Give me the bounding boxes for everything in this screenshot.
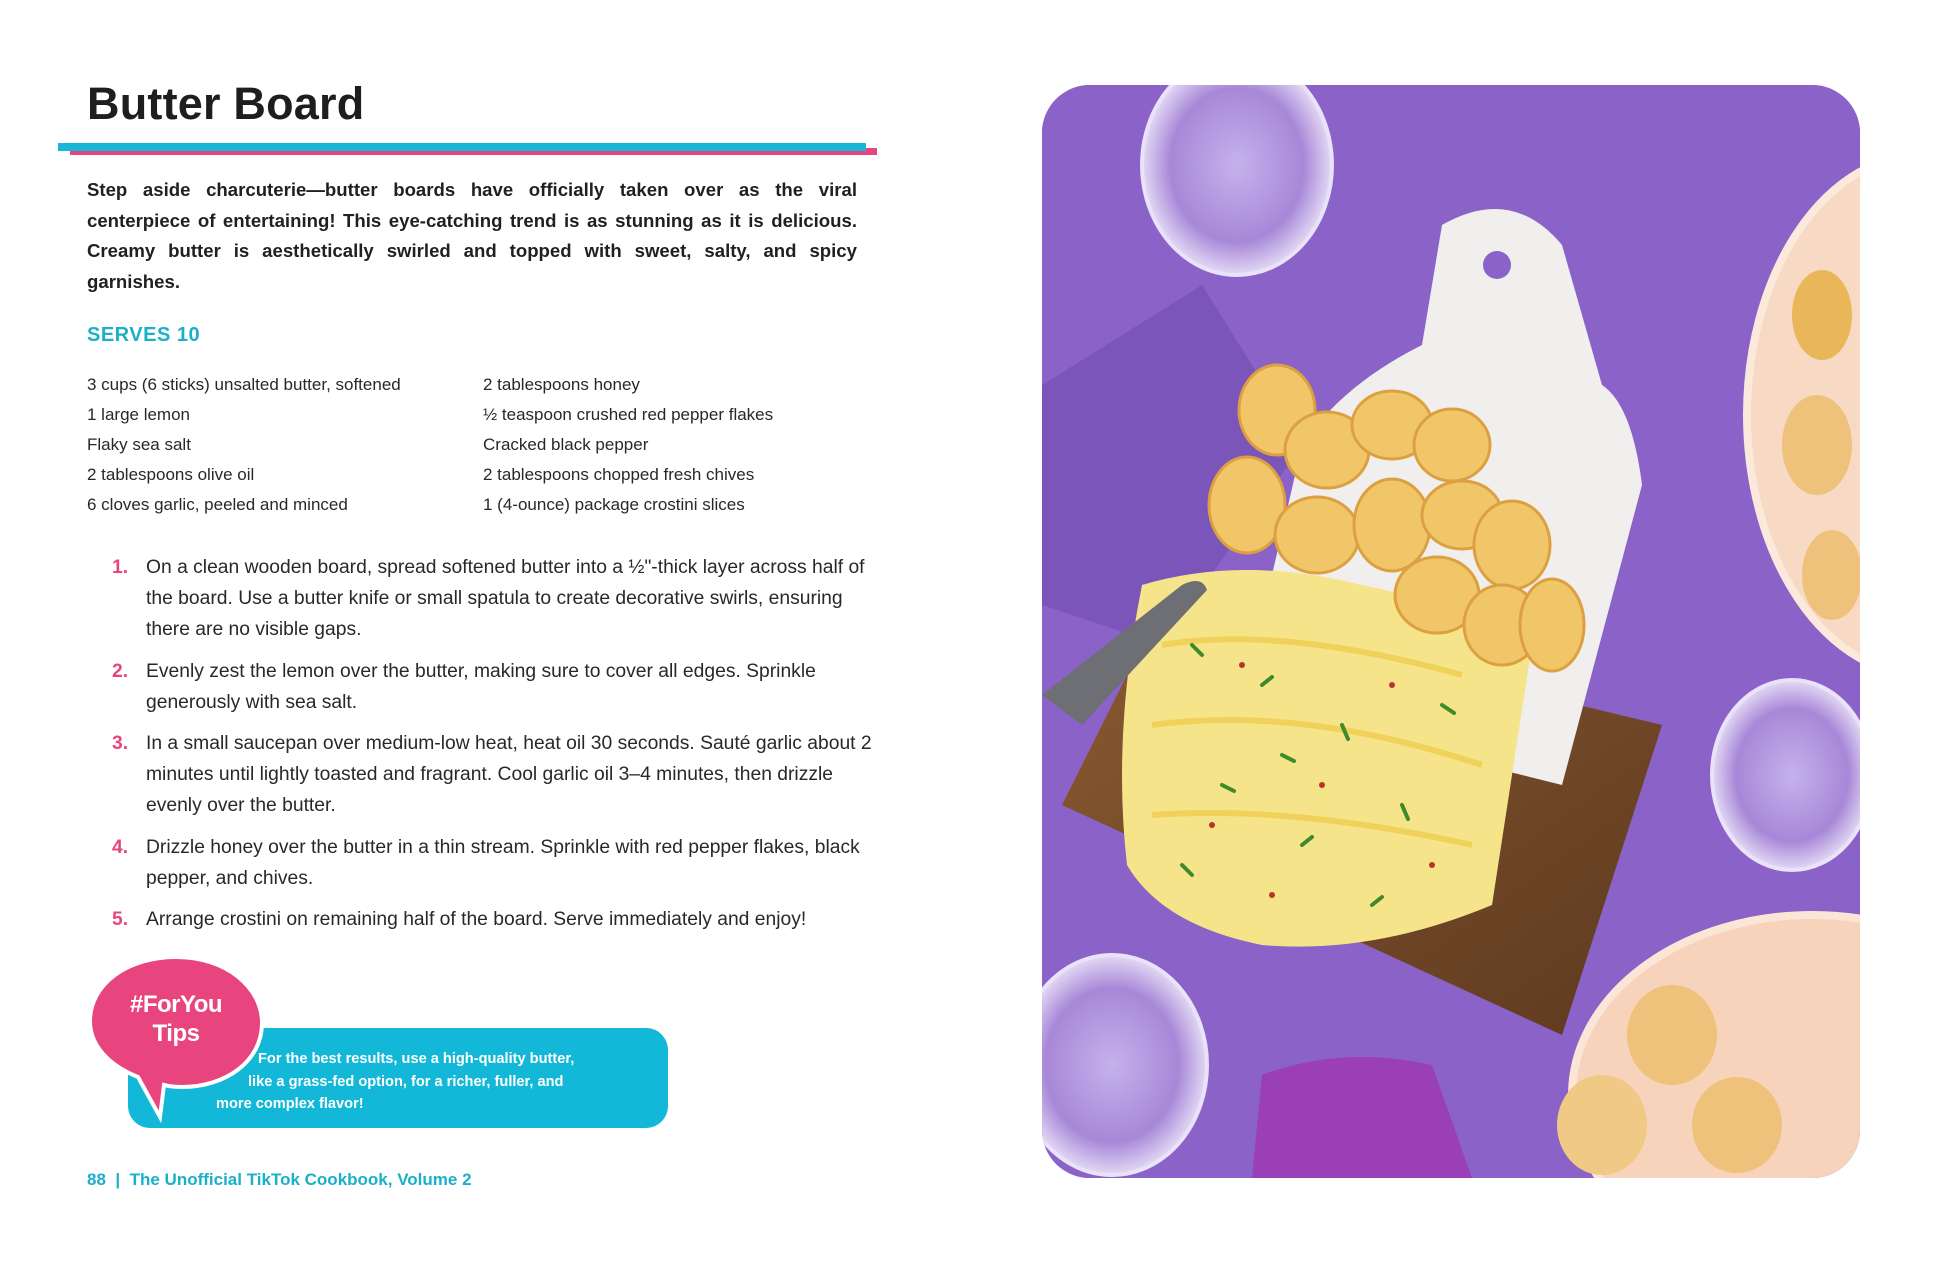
ingredient-item: 3 cups (6 sticks) unsalted butter, softened	[87, 375, 401, 394]
book-title: The Unofficial TikTok Cookbook, Volume 2	[129, 1170, 472, 1189]
tips-line: more complex flavor!	[216, 1096, 364, 1112]
instruction-step	[112, 656, 872, 718]
tips-badge	[96, 990, 256, 1048]
ingredient-item: 2 tablespoons olive oil	[87, 465, 255, 484]
step-text: Arrange crostini on remaining half of the board. Serve immediately and enjoy!	[146, 909, 807, 930]
step-number: 3.	[112, 733, 129, 754]
instruction-step	[112, 832, 872, 894]
footer-separator: |	[115, 1170, 121, 1189]
serves-label: SERVES 10	[87, 324, 201, 346]
ingredient-item: Flaky sea salt	[87, 435, 191, 454]
tips-line: For the best results, use a high-quality butter,	[258, 1051, 575, 1067]
instruction-step	[112, 552, 872, 645]
tips-line: like a grass-fed option, for a richer, fuller, and	[248, 1073, 564, 1090]
ingredient-item: 6 cloves garlic, peeled and minced	[87, 495, 348, 514]
ingredient-item: 2 tablespoons chopped fresh chives	[483, 465, 755, 484]
tips-badge-line1: #ForYou	[129, 991, 223, 1018]
ingredient-item: 2 tablespoons honey	[483, 375, 640, 394]
ingredient-item: 1 large lemon	[87, 405, 191, 424]
step-text: In a small saucepan over medium-low heat, heat oil 30 seconds. Sauté garlic about 2 minutes until lightly toasted and fragrant. Cool garlic oil 3–4 minutes, then drizzle evenly over the butter.	[146, 733, 872, 816]
page-number: 88	[87, 1170, 106, 1189]
step-number: 1.	[112, 557, 129, 578]
ingredient-item: ½ teaspoon crushed red pepper flakes	[483, 405, 774, 424]
instruction-step	[112, 904, 872, 935]
ingredient-item: Cracked black pepper	[483, 435, 649, 454]
photo-illustration	[1042, 85, 1860, 1178]
water-glass-icon	[1142, 85, 1332, 275]
step-text: On a clean wooden board, spread softened butter into a ½"-thick layer across half of the board. Use a butter knife or small spatula to create decorative swirls, ensuring there are no visible gaps.	[146, 557, 865, 640]
ingredients-column-1	[87, 370, 401, 520]
tips-text	[200, 1048, 650, 1116]
instruction-step	[112, 728, 872, 821]
ingredient-item: 1 (4-ounce) package crostini slices	[483, 495, 745, 514]
title-underline-cyan	[58, 143, 866, 151]
step-text: Drizzle honey over the butter in a thin stream. Sprinkle with red pepper flakes, black pepper, and chives.	[146, 836, 860, 889]
butter-board-photo	[1042, 85, 1860, 1178]
page-footer	[87, 1170, 472, 1190]
tips-badge-line2: Tips	[152, 1020, 200, 1047]
step-text: Evenly zest the lemon over the butter, making sure to cover all edges. Sprinkle generously with sea salt.	[146, 660, 816, 713]
recipe-intro: Step aside charcuterie—butter boards have officially taken over as the viral centerpiece of entertaining! This eye-catching trend is as stunning as it is delicious. Creamy butter is aesthetically swirled and topped with sweet, salty, and spicy garnishes.	[87, 179, 857, 292]
instructions-list	[112, 552, 872, 946]
step-number: 4.	[112, 836, 129, 858]
recipe-title: Butter Board	[87, 78, 365, 129]
step-number: 5.	[112, 909, 129, 930]
step-number: 2.	[112, 660, 129, 682]
ingredients-column-2	[483, 370, 773, 520]
